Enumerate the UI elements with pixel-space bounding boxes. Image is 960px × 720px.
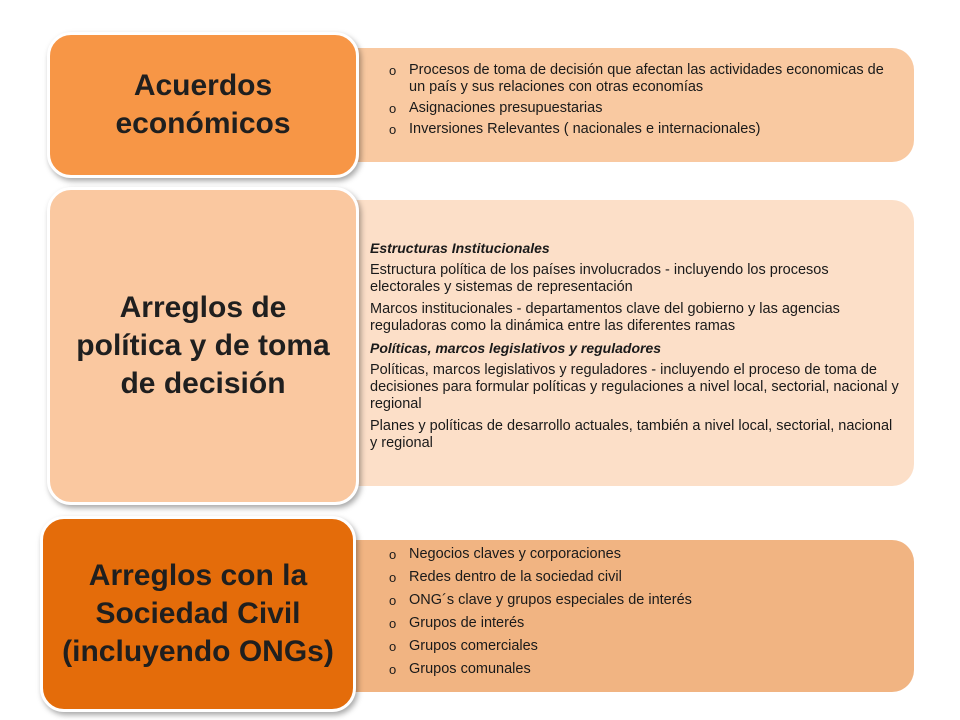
bullet-icon: o [389, 639, 397, 654]
economic-agreements-list [389, 62, 894, 142]
economic-agreements-title: Acuerdos económicos [47, 32, 359, 178]
bullet-icon: o [389, 122, 397, 137]
list-item: o Grupos comunales [389, 661, 531, 677]
list-item: o ONG´s clave y grupos especiales de interés [389, 592, 692, 608]
paragraph: Estructura política de los países involucrados - incluyendo los procesos electorales y sistemas de representación [370, 262, 829, 295]
list-item: o Asignaciones presupuestarias [389, 100, 603, 116]
section-heading: Estructuras Institucionales [370, 240, 550, 256]
paragraph: Marcos institucionales - departamentos clave del gobierno y las agencias reguladoras como la dinámica entre las diferentes ramas [370, 301, 840, 334]
bullet-icon: o [389, 570, 397, 585]
civil-society-list [389, 546, 894, 684]
list-item: o Redes dentro de la sociedad civil [389, 569, 622, 585]
bullet-icon: o [389, 662, 397, 677]
civil-society-title: Arreglos con la Sociedad Civil (incluyendo ONGs) [40, 516, 356, 712]
bullet-icon: o [389, 547, 397, 562]
civil-society-panel [300, 540, 914, 692]
list-item: o Procesos de toma de decisión que afectan las actividades economicas de un país y sus relaciones con otras economías [389, 62, 884, 95]
policy-arrangements-panel [300, 200, 914, 486]
list-item: o Inversiones Relevantes ( nacionales e internacionales) [389, 121, 761, 137]
section-heading: Políticas, marcos legislativos y reguladores [370, 340, 662, 356]
policy-arrangements-content [370, 240, 900, 457]
policy-arrangements-title: Arreglos de política y de toma de decisión [47, 187, 359, 505]
bullet-icon: o [389, 593, 397, 608]
list-item: o Grupos comerciales [389, 638, 538, 654]
bullet-icon: o [389, 63, 397, 78]
paragraph: Políticas, marcos legislativos y reguladores - incluyendo el proceso de toma de decisiones para formular políticas y regulaciones a nivel local, sectorial, nacional y regional [370, 362, 899, 412]
list-item: o Negocios claves y corporaciones [389, 546, 621, 562]
economic-agreements-panel [300, 48, 914, 162]
bullet-icon: o [389, 616, 397, 631]
list-item: o Grupos de interés [389, 615, 525, 631]
paragraph: Planes y políticas de desarrollo actuales, también a nivel local, sectorial, nacional y regional [370, 418, 893, 451]
bullet-icon: o [389, 101, 397, 116]
